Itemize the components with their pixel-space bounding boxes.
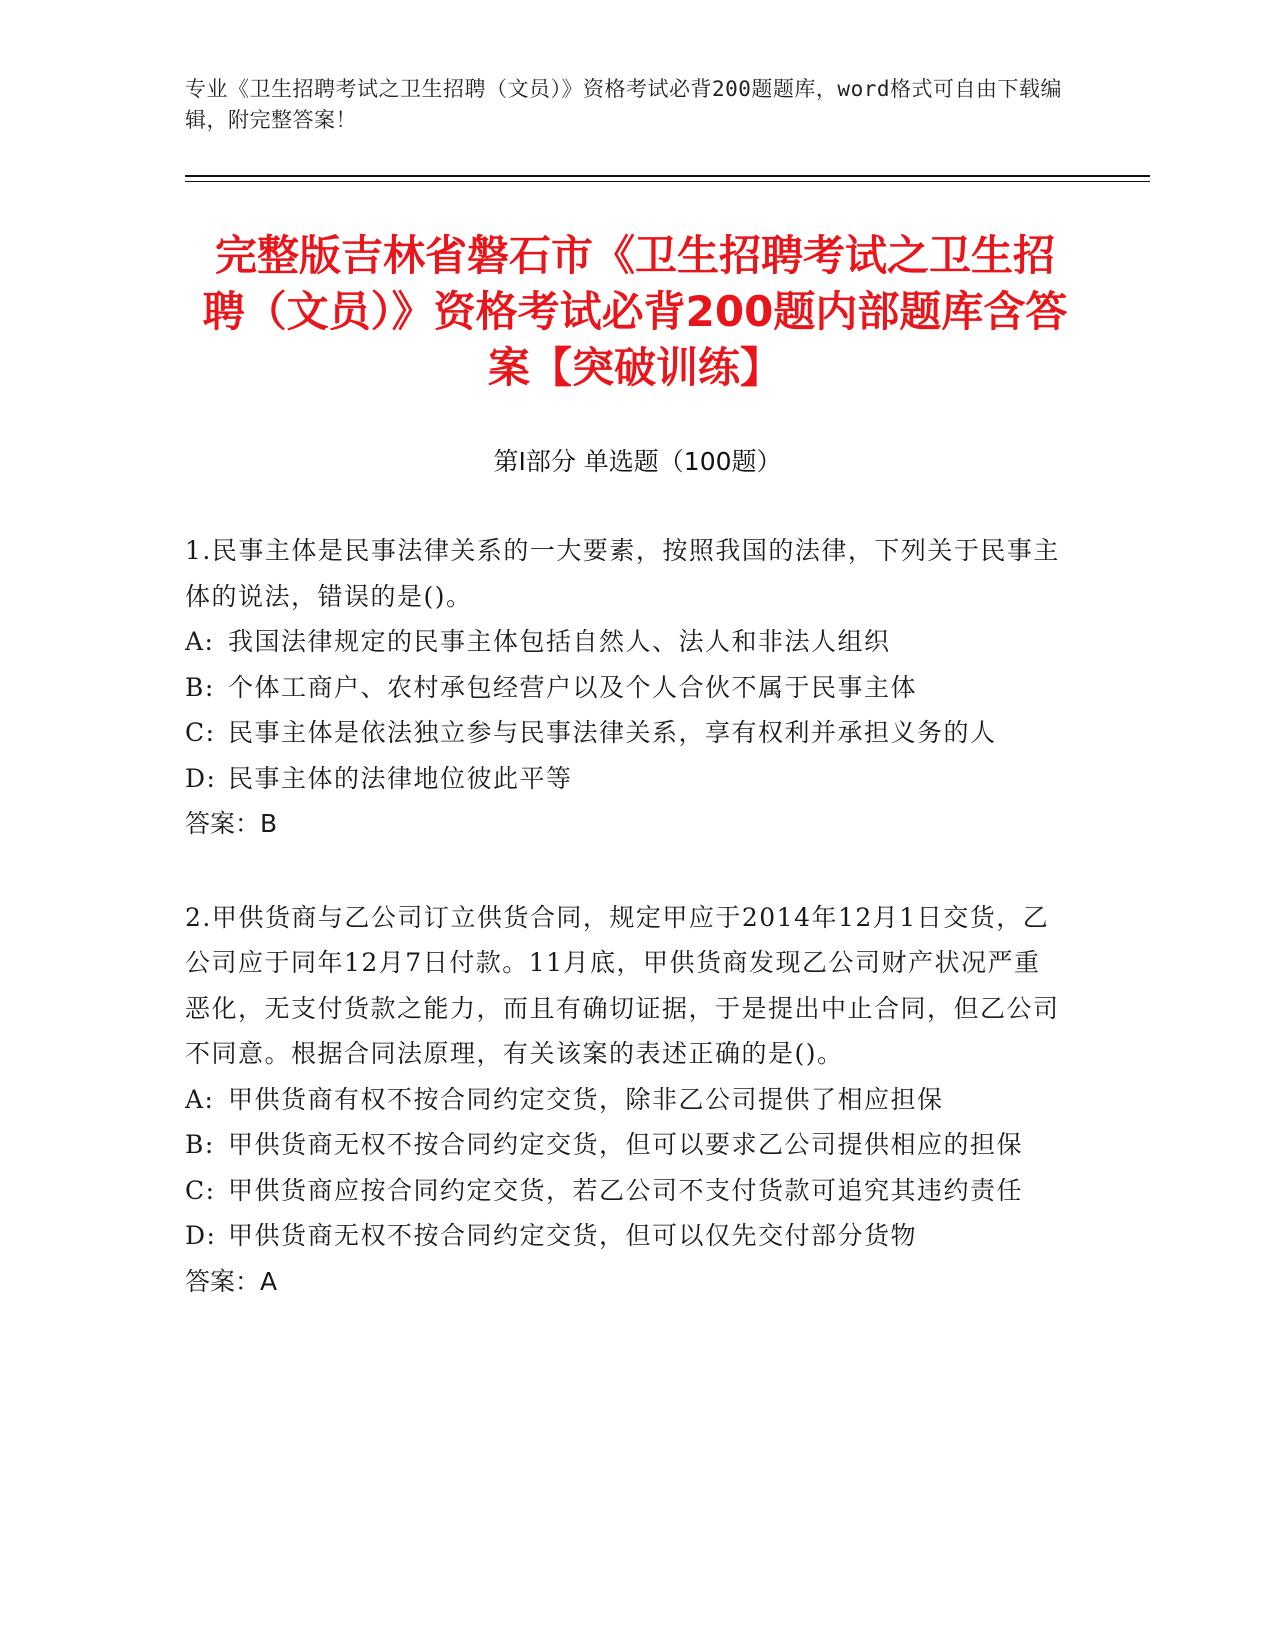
option-key: D: (185, 763, 217, 793)
option-b (185, 1122, 1065, 1168)
question-list (185, 528, 1065, 1304)
question-stem: 2.甲供货商与乙公司订立供货合同，规定甲应于2014年12月1日交货，乙公司应于同年12月7日付款。11月底，甲供货商发现乙公司财产状况严重恶化，无支付货款之能力，而且有确切证据，于是提出中止合同，但乙公司不同意。根据合同法原理，有关该案的表述正确的是()。 (185, 902, 1060, 1068)
option-b (185, 665, 1065, 711)
section-title: 第Ⅰ部分 单选题（100题） (493, 447, 782, 476)
option-text: 个体工商户、农村承包经营户以及个人合伙不属于民事主体 (228, 672, 918, 702)
document-title: 完整版吉林省磐石市《卫生招聘考试之卫生招聘（文员）》资格考试必背200题内部题库含答案【突破训练】 (202, 231, 1068, 392)
option-text: 甲供货商应按合同约定交货，若乙公司不支付货款可追究其违约责任 (228, 1175, 1024, 1205)
option-text: 民事主体的法律地位彼此平等 (228, 763, 573, 793)
option-key: B: (185, 1130, 215, 1159)
option-a (185, 619, 1065, 665)
option-text: 我国法律规定的民事主体包括自然人、法人和非法人组织 (228, 627, 891, 656)
option-text: 甲供货商无权不按合同约定交货，但可以仅先交付部分货物 (228, 1221, 918, 1250)
option-text: 甲供货商有权不按合同约定交货，除非乙公司提供了相应担保 (228, 1084, 944, 1114)
option-key: C: (185, 1175, 216, 1205)
option-key: A: (185, 627, 215, 656)
question-stem: 1.民事主体是民事法律关系的一大要素，按照我国的法律，下列关于民事主体的说法，错误的是()。 (185, 536, 1060, 611)
option-key: D: (185, 1221, 217, 1250)
header-note: 专业《卫生招聘考试之卫生招聘（文员）》资格考试必背200题题库，word格式可自由下载编辑，附完整答案！ (185, 77, 1062, 132)
option-c (185, 1168, 1065, 1214)
option-key: A: (185, 1084, 215, 1114)
question-1 (185, 528, 1065, 847)
header-rule-thick (185, 175, 1150, 177)
answer-line: 答案：A (185, 1266, 278, 1296)
option-a (185, 1077, 1065, 1123)
option-key: B: (185, 672, 215, 702)
question-2 (185, 895, 1065, 1305)
option-c (185, 710, 1065, 756)
option-d (185, 1213, 1065, 1259)
option-key: C: (185, 718, 216, 747)
option-text: 民事主体是依法独立参与民事法律关系，享有权利并承担义务的人 (228, 718, 997, 747)
answer-line: 答案：B (185, 809, 278, 838)
option-d (185, 756, 1065, 802)
header-rule-thin (185, 181, 1150, 182)
option-text: 甲供货商无权不按合同约定交货，但可以要求乙公司提供相应的担保 (228, 1130, 1024, 1159)
